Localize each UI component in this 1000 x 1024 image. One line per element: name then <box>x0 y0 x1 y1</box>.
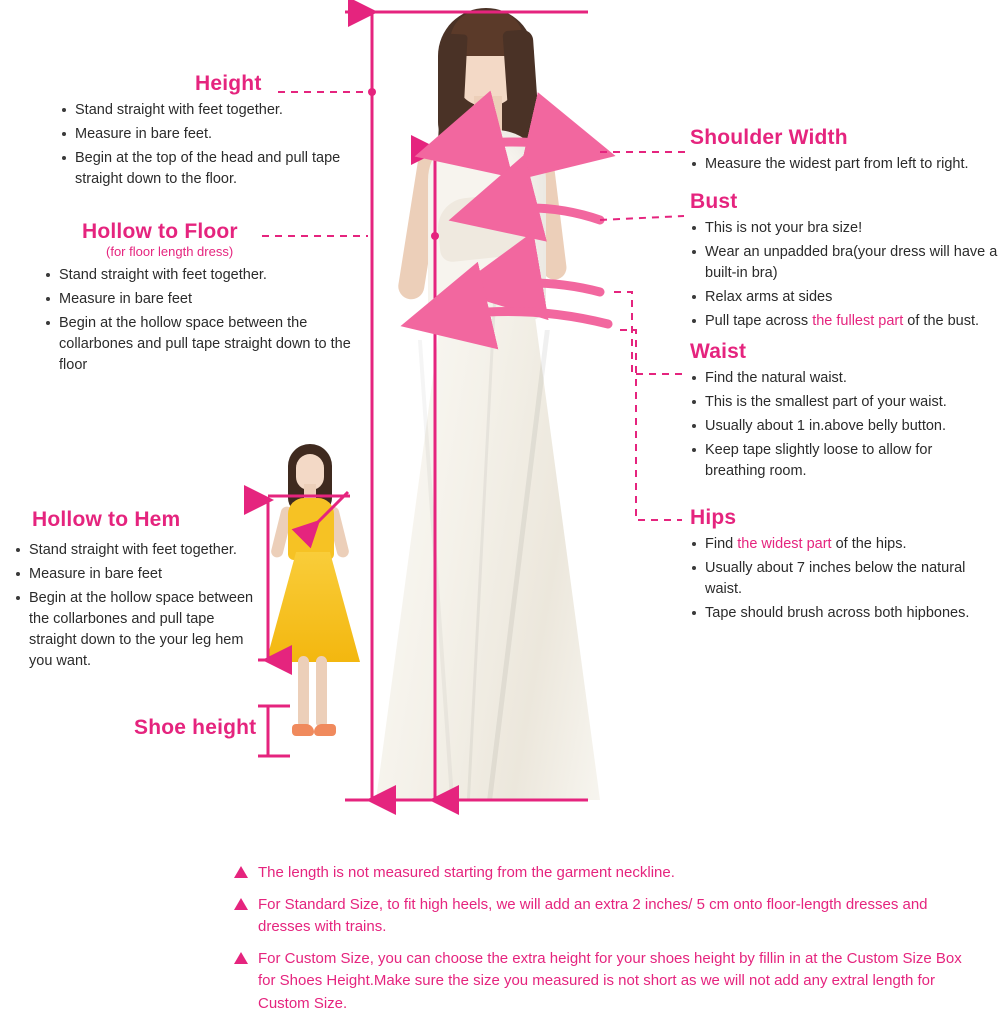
list-item-bust-fullest: Pull tape across the fullest part of the bust. <box>690 311 1000 332</box>
warning-triangle-icon <box>234 866 248 878</box>
small-leg-left <box>298 656 309 728</box>
small-skirt-shape <box>266 552 360 662</box>
note-item <box>232 894 972 939</box>
list-item: Measure in bare feet. <box>60 124 360 145</box>
list-item: Relax arms at sides <box>690 287 1000 308</box>
note-text: For Standard Size, to fit high heels, we will add an extra 2 inches/ 5 cm onto floor-length dresses and dresses with trains. <box>258 895 928 935</box>
list-item: Keep tape slightly loose to allow for breathing room. <box>690 440 990 482</box>
section-hollow-to-floor-title: Hollow to Floor <box>82 220 238 243</box>
note-item <box>232 862 972 885</box>
footer-notes <box>232 862 972 1024</box>
warning-triangle-icon <box>234 898 248 910</box>
list-item: Measure in bare feet <box>14 564 264 585</box>
list-item: This is the smallest part of your waist. <box>690 392 990 413</box>
section-height <box>60 72 360 193</box>
list-item: Begin at the hollow space between the collarbones and pull tape straight down to the your leg hem you want. <box>14 588 264 672</box>
section-hips-title: Hips <box>690 506 737 529</box>
section-waist-title: Waist <box>690 340 747 363</box>
section-shoe-height-title: Shoe height <box>134 716 257 739</box>
section-bust <box>690 190 1000 335</box>
note-text: The length is not measured starting from the garment neckline. <box>258 864 675 881</box>
list-item: Stand straight with feet together. <box>44 265 364 286</box>
list-item: Usually about 1 in.above belly button. <box>690 416 990 437</box>
note-text: For Custom Size, you can choose the extra height for your shoes height by fillin in at the Custom Size Box for Shoes Height.Make sure the size you measured is not short as we will not add any extral length for Custom Size. <box>258 949 962 1012</box>
model-yellow-dress-illustration <box>258 440 388 770</box>
highlight-text: the fullest part <box>812 313 904 330</box>
section-height-list <box>60 100 360 190</box>
list-item: Tape should brush across both hipbones. <box>690 603 990 624</box>
highlight-text: the widest part <box>737 536 832 552</box>
section-hips <box>690 506 990 627</box>
section-shoulder-width-title: Shoulder Width <box>690 126 848 149</box>
section-height-title: Height <box>195 72 262 95</box>
list-item: Begin at the hollow space between the collarbones and pull tape straight down to the floor <box>44 313 364 376</box>
section-hollow-to-floor-subtitle: (for floor length dress) <box>106 244 234 259</box>
section-hips-list <box>690 534 990 624</box>
section-bust-title: Bust <box>690 190 738 213</box>
list-item-hips-widest: Find the widest part of the hips. <box>690 534 990 555</box>
skirt-shape <box>376 300 600 800</box>
warning-triangle-icon <box>234 952 248 964</box>
small-leg-right <box>316 656 327 728</box>
section-waist <box>690 340 990 485</box>
small-shoe-left <box>292 724 314 736</box>
list-item: Usually about 7 inches below the natural waist. <box>690 558 990 600</box>
section-hollow-to-floor <box>44 220 364 379</box>
section-waist-list <box>690 368 990 482</box>
small-shoe-right <box>314 724 336 736</box>
section-hollow-to-hem <box>14 508 264 675</box>
section-hollow-to-hem-list <box>14 540 264 672</box>
section-shoe-height <box>134 716 256 740</box>
section-shoulder-width <box>690 126 998 178</box>
list-item: Wear an unpadded bra(your dress will have a built-in bra) <box>690 242 1000 284</box>
list-item: Measure in bare feet <box>44 289 364 310</box>
list-item: This is not your bra size! <box>690 218 1000 239</box>
section-bust-list <box>690 218 1000 332</box>
list-item: Find the natural waist. <box>690 368 990 389</box>
section-hollow-to-hem-title: Hollow to Hem <box>32 508 181 531</box>
small-bodice-shape <box>288 498 334 560</box>
list-item: Measure the widest part from left to right. <box>690 154 998 175</box>
list-item: Stand straight with feet together. <box>14 540 264 561</box>
section-shoulder-width-list <box>690 154 998 175</box>
list-item: Begin at the top of the head and pull tape straight down to the floor. <box>60 148 360 190</box>
section-hollow-to-floor-list <box>44 265 364 376</box>
note-item <box>232 948 972 1016</box>
list-item: Stand straight with feet together. <box>60 100 360 121</box>
